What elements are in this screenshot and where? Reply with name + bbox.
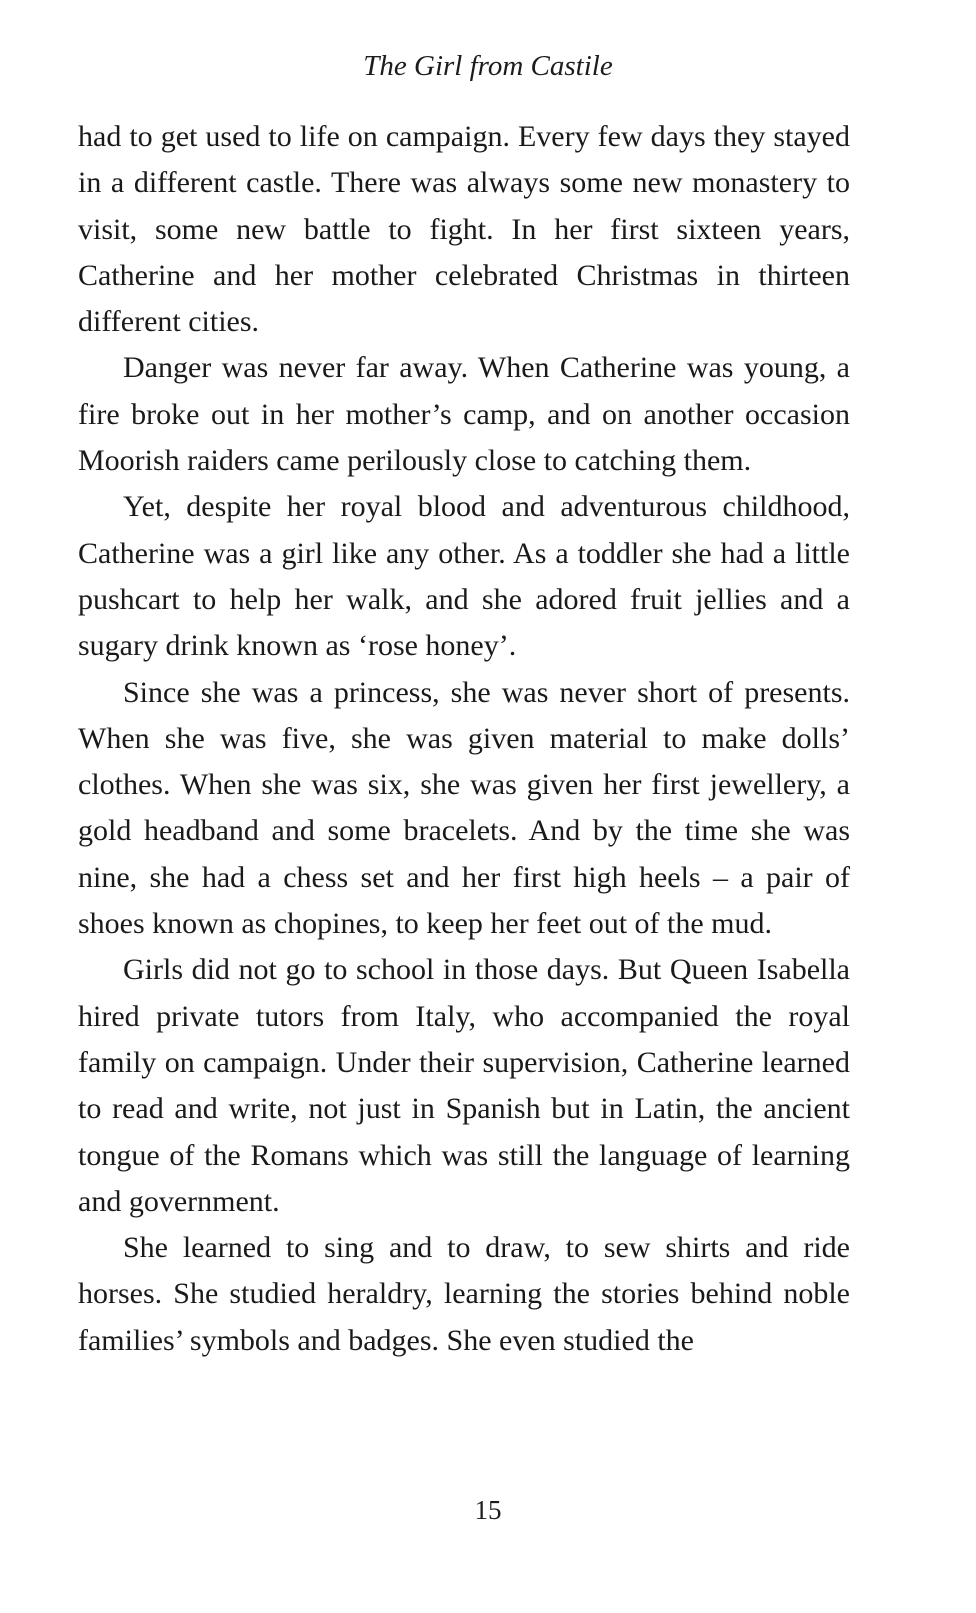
running-head: The Girl from Castile [363,50,613,82]
paragraph: Since she was a princess, she was never short of presents. When she was five, she was given material to make dolls’ clothes. When she was six, she was given her first jewellery, a gold headband and some bracelets. And by the time she was nine, she had a chess set and her first high heels – a pair of shoes known as chopines, to keep her feet out of the mud. [78,675,850,941]
body-text [78,114,850,1364]
paragraph: Danger was never far away. When Catherine was young, a fire broke out in her mother’s camp, and on another occasion Moorish raiders came perilously close to catching them. [78,351,850,478]
page-number: 15 [474,1495,502,1525]
paragraph-continuation: had to get used to life on campaign. Every few days they stayed in a different castle. There was always some new monastery to visit, some new battle to fight. In her first sixteen years, Catherine and her mother celebrated Christmas in thirteen different cities. [78,120,850,339]
paragraph: Girls did not go to school in those days. But Queen Isabella hired private tutors from Italy, who accompanied the royal family on campaign. Under their supervision, Catherine learned to read and write, not just in Spanish but in Latin, the ancient tongue of the Romans which was still the language of learning and government. [78,953,850,1218]
paragraph: She learned to sing and to draw, to sew shirts and ride horses. She studied heraldry, learning the stories behind noble families’ symbols and badges. She even studied the [78,1231,850,1357]
paragraph: Yet, despite her royal blood and adventurous childhood, Catherine was a girl like any other. As a toddler she had a little pushcart to help her walk, and she adored fruit jellies and a sugary drink known as ‘rose honey’. [78,490,850,663]
